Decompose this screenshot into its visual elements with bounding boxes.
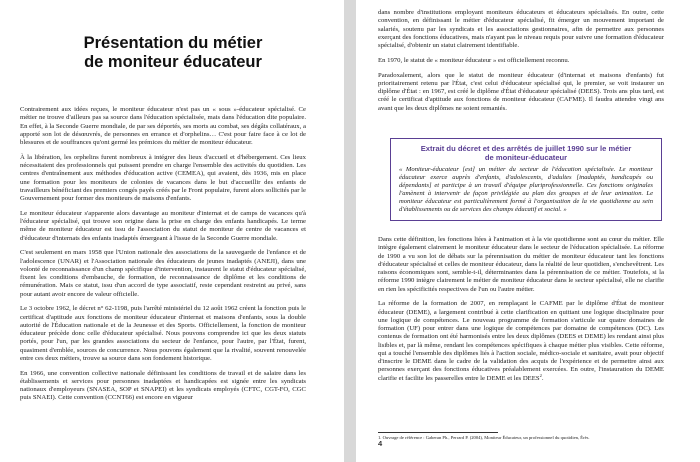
paragraph: Contrairement aux idées reçues, le moniteur éducateur n'est pas un « sous »-éducateur spécialisé. Ce métier ne trouve d'ailleurs pas sa source dans l'éducation spécialisée, mais dans l'éducation dite populaire. En effet, à la Seconde Guerre mondiale, de par ses déportés, ses morts au combat, ses dégâts collatéraux, a apporté son lot de désœuvrés, de personnes en errance et d'orphelins… C'est pour faire face à ce lot de blessures et de souffrances qu'ont germé les prémices du métier de moniteur éducateur. [20, 106, 306, 146]
paragraph: Le 3 octobre 1962, le décret n° 62-1198, puis l'arrêté ministériel du 12 août 1962 créent la fonction puis le certificat d'aptitude aux fonctions de moniteur éducateur d'internat et maisons d'enfants, sous la double autorité de l'Éducation nationale et de la Jeunesse et des Sports. Officiellement, la fonction de moniteur éducateur précède donc celle d'éducateur spécialisé. Nous pouvons comprendre ici que les deux statuts portés, pour l'un, par les grandes associations du secteur de l'enfance, pour l'autre, par l'État, furent, quasiment d'emblée, sources de concurrence. Nous pouvons également que la rivalité, souvent renouvelée entre ces deux métiers, trouve sa source dans son fondement historique. [20, 305, 306, 362]
paragraph: dans nombre d'institutions employant moniteurs éducateurs et éducateurs spécialisés. En outre, cette convention, en définissant le métier d'éducateur spécialisé, fit émerger un mouvement important de salariés, soutenu par les syndicats et les associations gestionnaires, afin de permettre aux personnes exerçant des fonctions éducatives, mais n'ayant pas le niveau requis pour suivre une formation d'éducateur spécialisé, d'obtenir un statut clairement identifiable. [378, 9, 664, 49]
paragraph: Paradoxalement, alors que le statut de moniteur éducateur (d'internat et maisons d'enfants) fut prioritairement retenu par l'État, c'est celui d'éducateur spécialisé qui, le premier, se voit instaurer un diplôme d'État : en 1967, est créé le diplôme d'État d'éducateur spécialisé (DEES). Trois ans plus tard, est créé le certificat d'aptitude aux fonctions de moniteur éducateur (CAFME). Il faudra attendre vingt ans avant que les deux diplômes ne soient remaniés. [378, 71, 664, 112]
page-title [20, 0, 326, 72]
paragraph: La réforme de la formation de 2007, en remplaçant le CAFME par le diplôme d'État de moniteur éducateur (DEME), a largement contribué à cette clarification en quittant une logique disciplinaire pour une logique de compétences. Le nouveau programme de formation s'articule sur quatre domaines de formation (UF) pour entrer dans une logique de compétences par domaine de compétences (DC). Les contenus de formation ont été harmonisés entre les deux diplômes (DEES et DEME) les rendant ainsi plus lisibles et, par là même, rendant les compétences spécifiques à chaque métier plus visibles. Cette réforme, qui a touché l'ensemble des diplômes liés à l'action sociale, médico-sociale et sanitaire, avait pour objectif d'inscrire le DEME dans le cadre de la validation des acquis de l'expérience et de permettre ainsi aux personnes exerçant des fonctions éducatives préalablement exercées. En outre, l'instauration du DEME clarifie et facilite les passerelles entre le DEME et les DEES$^2$. [378, 300, 664, 382]
paragraph: C'est seulement en mars 1958 que l'Union nationale des associations de la sauvegarde de l'enfance et de l'adolescence (UNAR) et l'Association nationale des éducateurs de jeunes inadaptés (ANEJI), dans une volonté de reconnaissance d'un champ spécifique d'intervention, instaurent le statut d'éducateur spécialisé, fixent les conditions d'embauche, de formation, de reconnaissance de diplôme et les conditions de rémunération. Mais ce statut, issu d'un accord de type associatif, reste cependant restreint au privé, sans pour autant avoir encore de valeur officielle. [20, 249, 306, 298]
title-line-2: de moniteur éducateur [84, 53, 262, 71]
footnote-reference: 2 [539, 372, 542, 378]
decree-extract-box [390, 138, 662, 221]
paragraph: Dans cette définition, les fonctions liées à l'animation et à la vie quotidienne sont au cœur du métier. Elle intègre également clairement le moniteur éducateur dans le secteur de l'éducation spécialisée. La réforme de 1990 a vu son lot de débats sur la pérennisation du métier de moniteur éducateur tant les fonctions d'éducateur spécialisé et celles de moniteur éducateur, dans la réalité de leur quotidien, s'enchevêtrent. Les raisons économiques sont, semble-t-il, déterminantes dans la pérennisation de ce métier. Toutefois, si la réforme 1990 intègre clairement le métier de moniteur éducateur dans le secteur spécialisé, elle ne clarifie en rien les spécificités respectives de l'un ou l'autre métier. [378, 236, 664, 293]
paragraph: En 1966, une convention collective nationale définissant les conditions de travail et de salaire dans les établissements et services pour personnes inadaptées et handicapées est signée entre les syndicats nationaux d'employeurs (SNASEA, SOP et SNAPEI) et les syndicats employés (CFTC, CGT-FO, CGC puis SNAEI). Cette convention (CCNT66) est encore en vigueur [20, 369, 306, 402]
footnote: 1. Ouvrage de référence : Gaberan Ph., Perrard P. (2004), Moniteur Éducateur, un professionnel du quotidien, Érès. [378, 435, 590, 440]
paragraph: Le moniteur éducateur s'apparente alors davantage au moniteur d'internat et de camps de vacances qu'à l'éducateur spécialisé, qui trouve son origine dans la prise en charge des enfants handicapés. Le terme même de moniteur éducateur est issu de l'association du statut de moniteur de centre de vacances et d'éducateur d'internats des enfants inadaptés émergeant à l'issue de la Seconde Guerre mondiale. [20, 209, 306, 242]
paragraph: À la libération, les orphelins furent nombreux à intégrer des lieux d'accueil et d'hébergement. Ces lieux nécessitaient des professionnels qui puissent prendre en charge l'ensemble des activités du quotidien. Les centres d'entraînement aux méthodes d'éducation active (CEMEA), qui avaient, dès 1936, mis en place une formation pour les moniteurs de colonies de vacances dans le but d'accueillir des enfants de travailleurs bénéficiant des premiers congés payés créés par le Front populaire, furent alors sollicités par le Gouvernement pour former des moniteurs de maisons d'enfants. [20, 153, 306, 202]
paragraph: En 1970, le statut de « moniteur éducateur » est officiellement reconnu. [378, 56, 570, 64]
right-page-body-top [378, 9, 664, 119]
left-page-body [20, 106, 306, 409]
footnote-divider [378, 432, 498, 433]
page-number-right: 4 [378, 439, 383, 448]
right-page-body-bottom [378, 236, 664, 389]
right-page [356, 0, 700, 462]
extract-title: Extrait du décret et des arrêtés de juillet 1990 sur le métier de moniteur-éducateur [420, 144, 632, 162]
extract-quote: « Moniteur-éducateur [est] un métier du secteur de l'éducation spécialisée. Le moniteur éducateur exerce auprès d'enfants, d'adolescents, d'adultes [inadaptés, handicapés ou dépendants] et participe à un travail d'équipe pluriprofessionnelle. Ces fonctions originales l'amènent à intervenir de façon privilégiée au plan des groupes et de leur animation. Le moniteur éducateur est particulièrement formé à l'organisation de la vie quotidienne au sein d'établissements ou de services des champs éducatif et social. » [399, 166, 653, 214]
title-line-1: Présentation du métier [83, 34, 263, 52]
